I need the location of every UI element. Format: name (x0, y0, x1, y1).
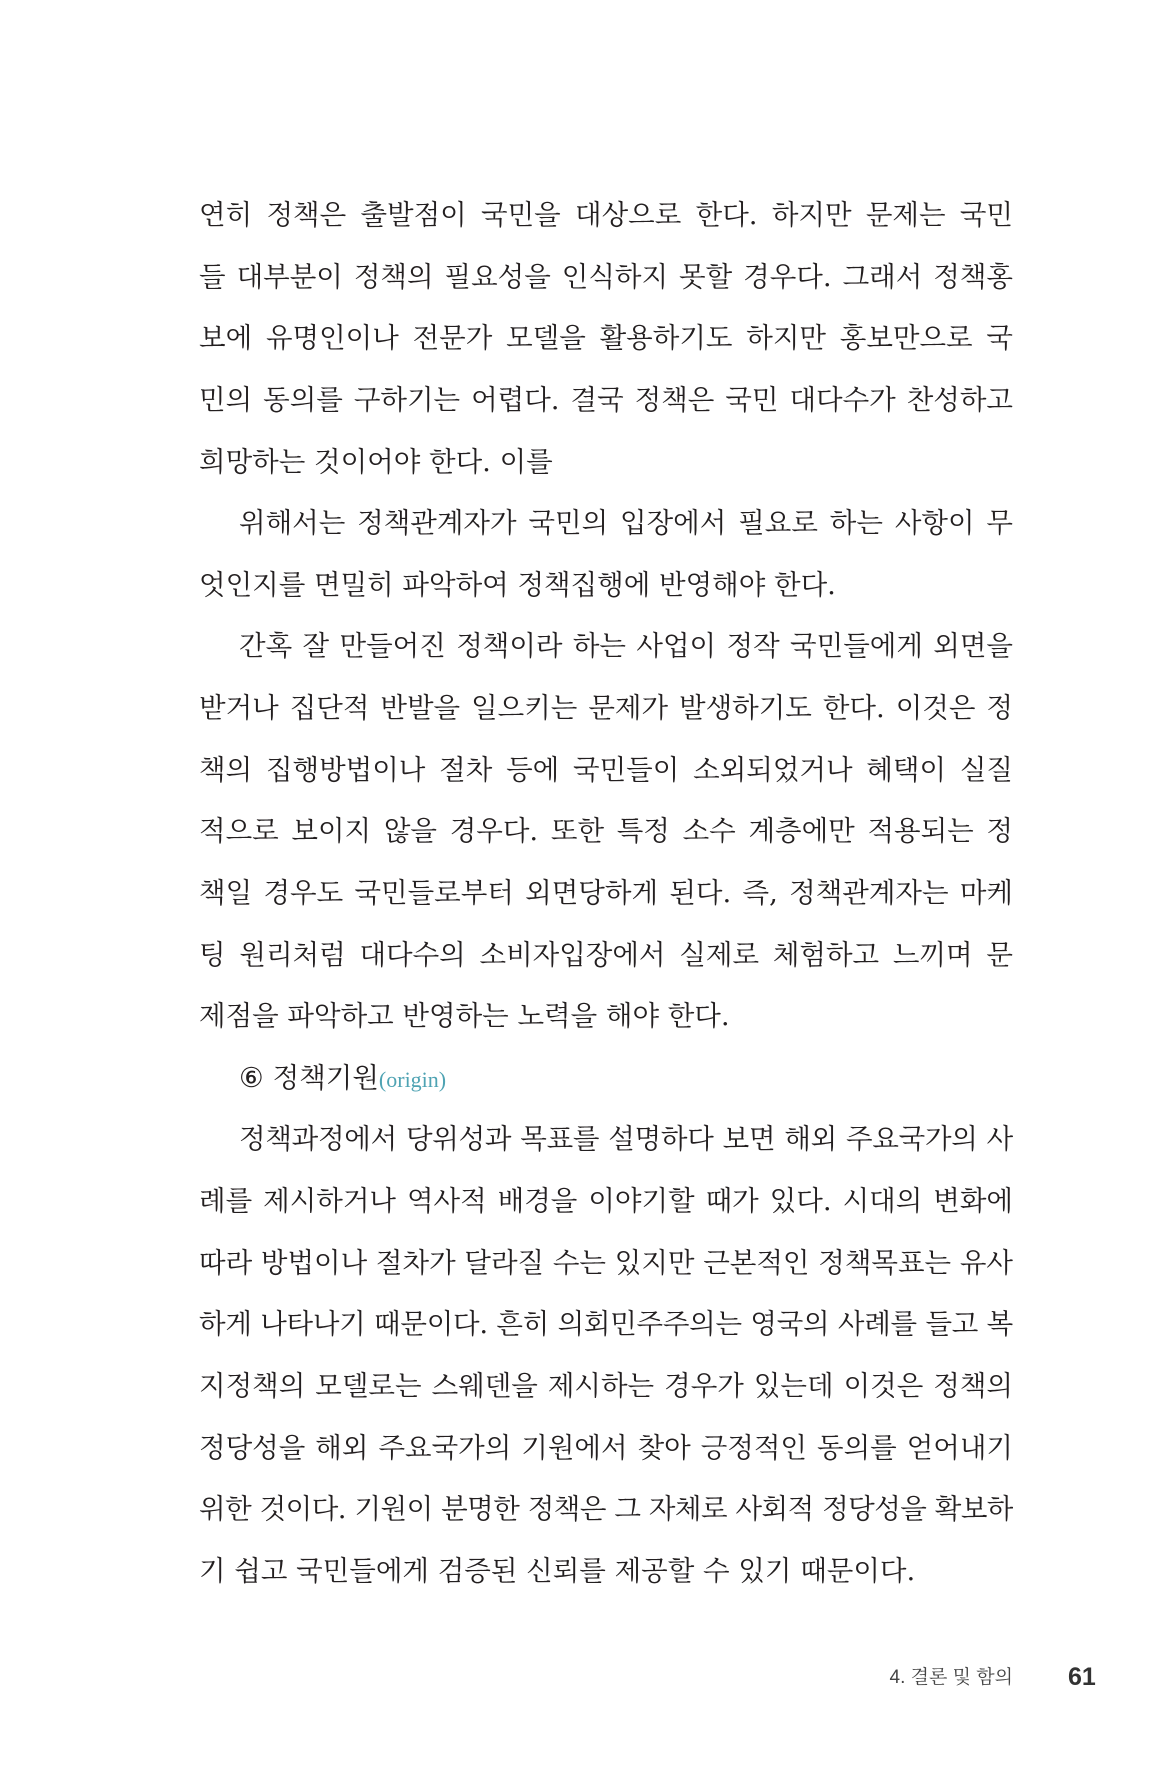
text-line: 팅 원리처럼 대다수의 소비자입장에서 실제로 체험하고 느끼며 문 (199, 938, 1013, 971)
text-line: 희망하는 것이어야 한다. 이를 (199, 445, 553, 478)
heading-title: 정책기원 (272, 1061, 379, 1094)
text-line: 정당성을 해외 주요국가의 기원에서 찾아 긍정적인 동의를 얻어내기 (199, 1431, 1013, 1464)
text-line: 위한 것이다. 기원이 분명한 정책은 그 자체로 사회적 정당성을 확보하 (199, 1493, 1013, 1526)
heading-subtitle: (origin) (378, 1066, 447, 1092)
text-line: 위해서는 정책관계자가 국민의 입장에서 필요로 하는 사항이 무 (239, 507, 1013, 540)
chapter-title: 4. 결론 및 함의 (889, 1667, 1013, 1688)
text-line: 책일 경우도 국민들로부터 외면당하게 된다. 즉, 정책관계자는 마케 (199, 876, 1013, 909)
text-line: 받거나 집단적 반발을 일으키는 문제가 발생하기도 한다. 이것은 정 (199, 692, 1013, 724)
paragraph (199, 1109, 1013, 1602)
text-line: 들 대부분이 정책의 필요성을 인식하지 못할 경우다. 그래서 정책홍 (199, 260, 1013, 293)
text-line: 례를 제시하거나 역사적 배경을 이야기할 때가 있다. 시대의 변화에 (199, 1185, 1013, 1217)
text-line: 민의 동의를 구하기는 어렵다. 결국 정책은 국민 대다수가 찬성하고 (199, 383, 1013, 416)
text-line: 따라 방법이나 절차가 달라질 수는 있지만 근본적인 정책목표는 유사 (199, 1246, 1013, 1279)
text-line: 정책과정에서 당위성과 목표를 설명하다 보면 해외 주요국가의 사 (239, 1123, 1013, 1156)
page-number: 61 (1068, 1663, 1096, 1691)
paragraph (199, 616, 1013, 1047)
text-line: 기 쉽고 국민들에게 검증된 신뢰를 제공할 수 있기 때문이다. (199, 1554, 916, 1587)
heading-number: ⑥ (239, 1061, 264, 1094)
text-line: 간혹 잘 만들어진 정책이라 하는 사업이 정작 국민들에게 외면을 (239, 630, 1013, 663)
paragraph (199, 185, 1013, 493)
text-line: 하게 나타나기 때문이다. 흔히 의회민주주의는 영국의 사례를 들고 복 (199, 1308, 1013, 1341)
text-line: 적으로 보이지 않을 경우다. 또한 특정 소수 계층에만 적용되는 정 (199, 815, 1013, 848)
text-line: 연히 정책은 출발점이 국민을 대상으로 한다. 하지만 문제는 국민 (199, 199, 1013, 231)
text-line: 책의 집행방법이나 절차 등에 국민들이 소외되었거나 혜택이 실질 (199, 753, 1013, 786)
text-line: 엇인지를 면밀히 파악하여 정책집행에 반영해야 한다. (199, 568, 836, 601)
text-line: 제점을 파악하고 반영하는 노력을 해야 한다. (199, 1000, 730, 1033)
section-heading (199, 1048, 1013, 1110)
body-text (199, 185, 1013, 1602)
text-line: 지정책의 모델로는 스웨덴을 제시하는 경우가 있는데 이것은 정책의 (199, 1369, 1013, 1402)
text-line: 보에 유명인이나 전문가 모델을 활용하기도 하지만 홍보만으로 국 (199, 322, 1013, 355)
paragraph (199, 493, 1013, 616)
